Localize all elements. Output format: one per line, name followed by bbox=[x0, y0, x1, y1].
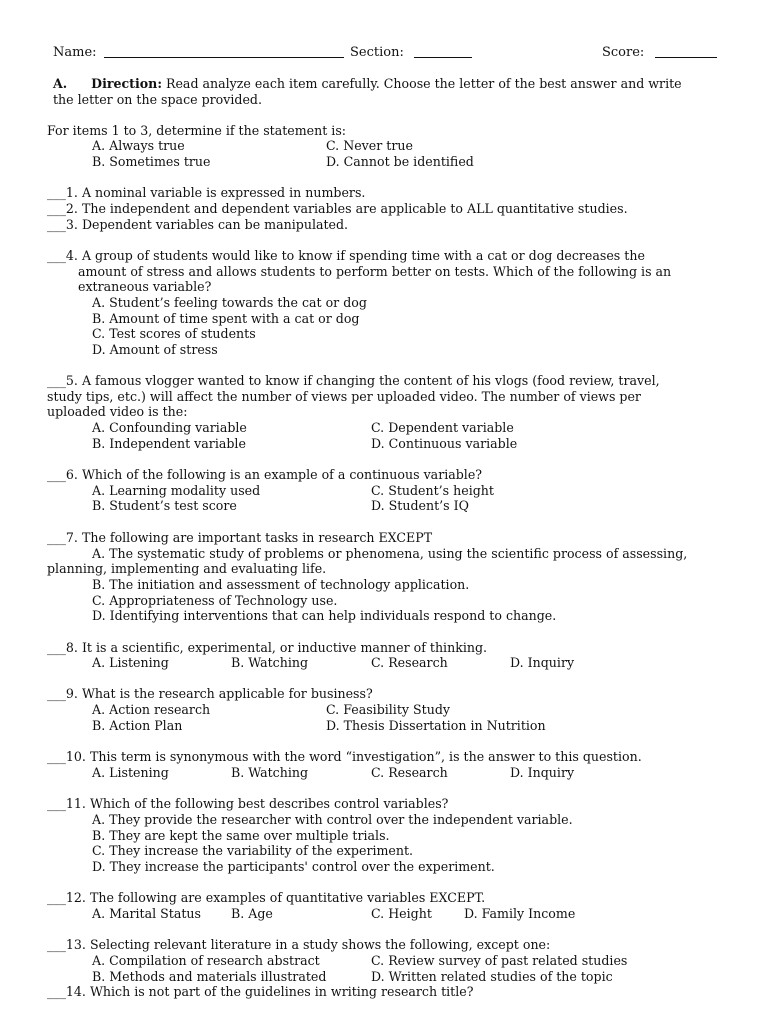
direction-text: Read analyze each item carefully. Choose the letter of the best answer and write bbox=[166, 76, 682, 91]
option-d: D. Student’s IQ bbox=[371, 498, 469, 513]
question-number[interactable]: ___2. bbox=[47, 201, 78, 216]
question-number[interactable]: ___11. bbox=[47, 796, 86, 811]
direction-text-2: the letter on the space provided. bbox=[53, 92, 262, 107]
option-a: A. Confounding variable bbox=[92, 420, 247, 435]
option-a: A. Listening bbox=[92, 765, 169, 780]
option-c: C. Appropriateness of Technology use. bbox=[92, 593, 338, 608]
option-a-cont: planning, implementing and evaluating life. bbox=[47, 561, 327, 576]
question-number[interactable]: ___13. bbox=[47, 937, 86, 952]
question-11 bbox=[47, 796, 448, 812]
option-a: A. Listening bbox=[92, 655, 169, 670]
intro-text: For items 1 to 3, determine if the statement is: bbox=[47, 123, 347, 138]
option-b: B. Student’s test score bbox=[92, 498, 237, 513]
question-number[interactable]: ___6. bbox=[47, 467, 78, 482]
question-text-cont: amount of stress and allows students to perform better on tests. Which of the following is an bbox=[78, 264, 672, 279]
name-blank[interactable] bbox=[104, 45, 344, 58]
option-d: D. Written related studies of the topic bbox=[371, 969, 613, 984]
question-number[interactable]: ___10. bbox=[47, 749, 86, 764]
option-b: B. Watching bbox=[231, 765, 309, 780]
question-number[interactable]: ___9. bbox=[47, 686, 78, 701]
option-b: B. Watching bbox=[231, 655, 309, 670]
question-2 bbox=[47, 201, 628, 217]
option-b: B. They are kept the same over multiple trials. bbox=[92, 828, 390, 843]
intro-option-d: D. Cannot be identified bbox=[326, 154, 474, 169]
option-d: D. Amount of stress bbox=[92, 342, 218, 357]
question-text-cont: uploaded video is the: bbox=[47, 404, 188, 419]
option-d: D. Thesis Dissertation in Nutrition bbox=[326, 718, 546, 733]
score-label: Score: bbox=[602, 45, 645, 60]
question-text: Which of the following is an example of a continuous variable? bbox=[81, 467, 483, 482]
question-3 bbox=[47, 217, 348, 233]
question-4 bbox=[47, 248, 645, 264]
question-number[interactable]: ___4. bbox=[47, 248, 78, 263]
option-b: B. Independent variable bbox=[92, 436, 246, 451]
option-c: C. Dependent variable bbox=[371, 420, 514, 435]
question-9 bbox=[47, 686, 373, 702]
question-13 bbox=[47, 937, 550, 953]
question-text: This term is synonymous with the word “investigation”, is the answer to this question. bbox=[89, 749, 642, 764]
question-14 bbox=[47, 984, 473, 1000]
option-d: D. They increase the participants' control over the experiment. bbox=[92, 859, 495, 874]
intro-option-a: A. Always true bbox=[92, 138, 185, 153]
intro-option-b: B. Sometimes true bbox=[92, 154, 211, 169]
option-b: B. Action Plan bbox=[92, 718, 183, 733]
option-a: A. Compilation of research abstract bbox=[92, 953, 320, 968]
question-number[interactable]: ___3. bbox=[47, 217, 78, 232]
option-c: C. Student’s height bbox=[371, 483, 494, 498]
question-12 bbox=[47, 890, 485, 906]
section-label: Section: bbox=[350, 45, 404, 60]
option-a: A. Action research bbox=[92, 702, 211, 717]
question-8 bbox=[47, 640, 487, 656]
option-d: D. Identifying interventions that can help individuals respond to change. bbox=[92, 608, 557, 623]
question-text-cont: extraneous variable? bbox=[78, 279, 212, 294]
option-d: D. Continuous variable bbox=[371, 436, 518, 451]
option-a: A. Marital Status bbox=[92, 906, 201, 921]
option-c: C. Research bbox=[371, 765, 448, 780]
score-blank[interactable] bbox=[655, 45, 717, 58]
question-number[interactable]: ___12. bbox=[47, 890, 86, 905]
question-text: Which is not part of the guidelines in writing research title? bbox=[89, 984, 474, 999]
question-text: It is a scientific, experimental, or inductive manner of thinking. bbox=[81, 640, 488, 655]
option-c: C. Research bbox=[371, 655, 448, 670]
option-a: A. Student’s feeling towards the cat or dog bbox=[92, 295, 367, 310]
question-number[interactable]: ___7. bbox=[47, 530, 78, 545]
question-text: What is the research applicable for business? bbox=[81, 686, 373, 701]
section-blank[interactable] bbox=[414, 45, 472, 58]
option-a: A. They provide the researcher with control over the independent variable. bbox=[92, 812, 573, 827]
question-7 bbox=[47, 530, 432, 546]
option-b: B. Age bbox=[231, 906, 273, 921]
question-text-cont: study tips, etc.) will affect the number of views per uploaded video. The number of views per bbox=[47, 389, 641, 404]
option-d: D. Inquiry bbox=[510, 655, 575, 670]
question-text: The following are important tasks in research EXCEPT bbox=[81, 530, 433, 545]
option-b: B. The initiation and assessment of technology application. bbox=[92, 577, 470, 592]
question-1 bbox=[47, 185, 365, 201]
question-text: The independent and dependent variables are applicable to ALL quantitative studies. bbox=[81, 201, 628, 216]
question-text: Selecting relevant literature in a study shows the following, except one: bbox=[89, 937, 551, 952]
direction-label: Direction: bbox=[91, 76, 162, 91]
name-label: Name: bbox=[53, 45, 97, 60]
question-text: Dependent variables can be manipulated. bbox=[81, 217, 349, 232]
option-d: D. Family Income bbox=[464, 906, 576, 921]
direction-line bbox=[53, 76, 749, 92]
option-b: B. Methods and materials illustrated bbox=[92, 969, 327, 984]
question-number[interactable]: ___8. bbox=[47, 640, 78, 655]
option-a: A. The systematic study of problems or phenomena, using the scientific process of assessing, bbox=[92, 546, 688, 561]
option-d: D. Inquiry bbox=[510, 765, 575, 780]
intro-option-c: C. Never true bbox=[326, 138, 413, 153]
option-c: C. Feasibility Study bbox=[326, 702, 450, 717]
option-c: C. Height bbox=[371, 906, 432, 921]
direction-letter: A. bbox=[53, 76, 68, 91]
option-c: C. They increase the variability of the experiment. bbox=[92, 843, 414, 858]
question-5 bbox=[47, 373, 660, 389]
question-6 bbox=[47, 467, 482, 483]
question-number[interactable]: ___1. bbox=[47, 185, 78, 200]
question-text: A nominal variable is expressed in numbers. bbox=[81, 185, 366, 200]
question-number[interactable]: ___14. bbox=[47, 984, 86, 999]
option-c: C. Review survey of past related studies bbox=[371, 953, 628, 968]
question-10 bbox=[47, 749, 642, 765]
question-text: Which of the following best describes control variables? bbox=[89, 796, 449, 811]
question-text: A famous vlogger wanted to know if changing the content of his vlogs (food review, travel, bbox=[81, 373, 660, 388]
question-number[interactable]: ___5. bbox=[47, 373, 78, 388]
option-c: C. Test scores of students bbox=[92, 326, 256, 341]
question-text: The following are examples of quantitative variables EXCEPT. bbox=[89, 890, 486, 905]
option-a: A. Learning modality used bbox=[92, 483, 261, 498]
question-text: A group of students would like to know if spending time with a cat or dog decreases the bbox=[81, 248, 645, 263]
option-b: B. Amount of time spent with a cat or dog bbox=[92, 311, 360, 326]
